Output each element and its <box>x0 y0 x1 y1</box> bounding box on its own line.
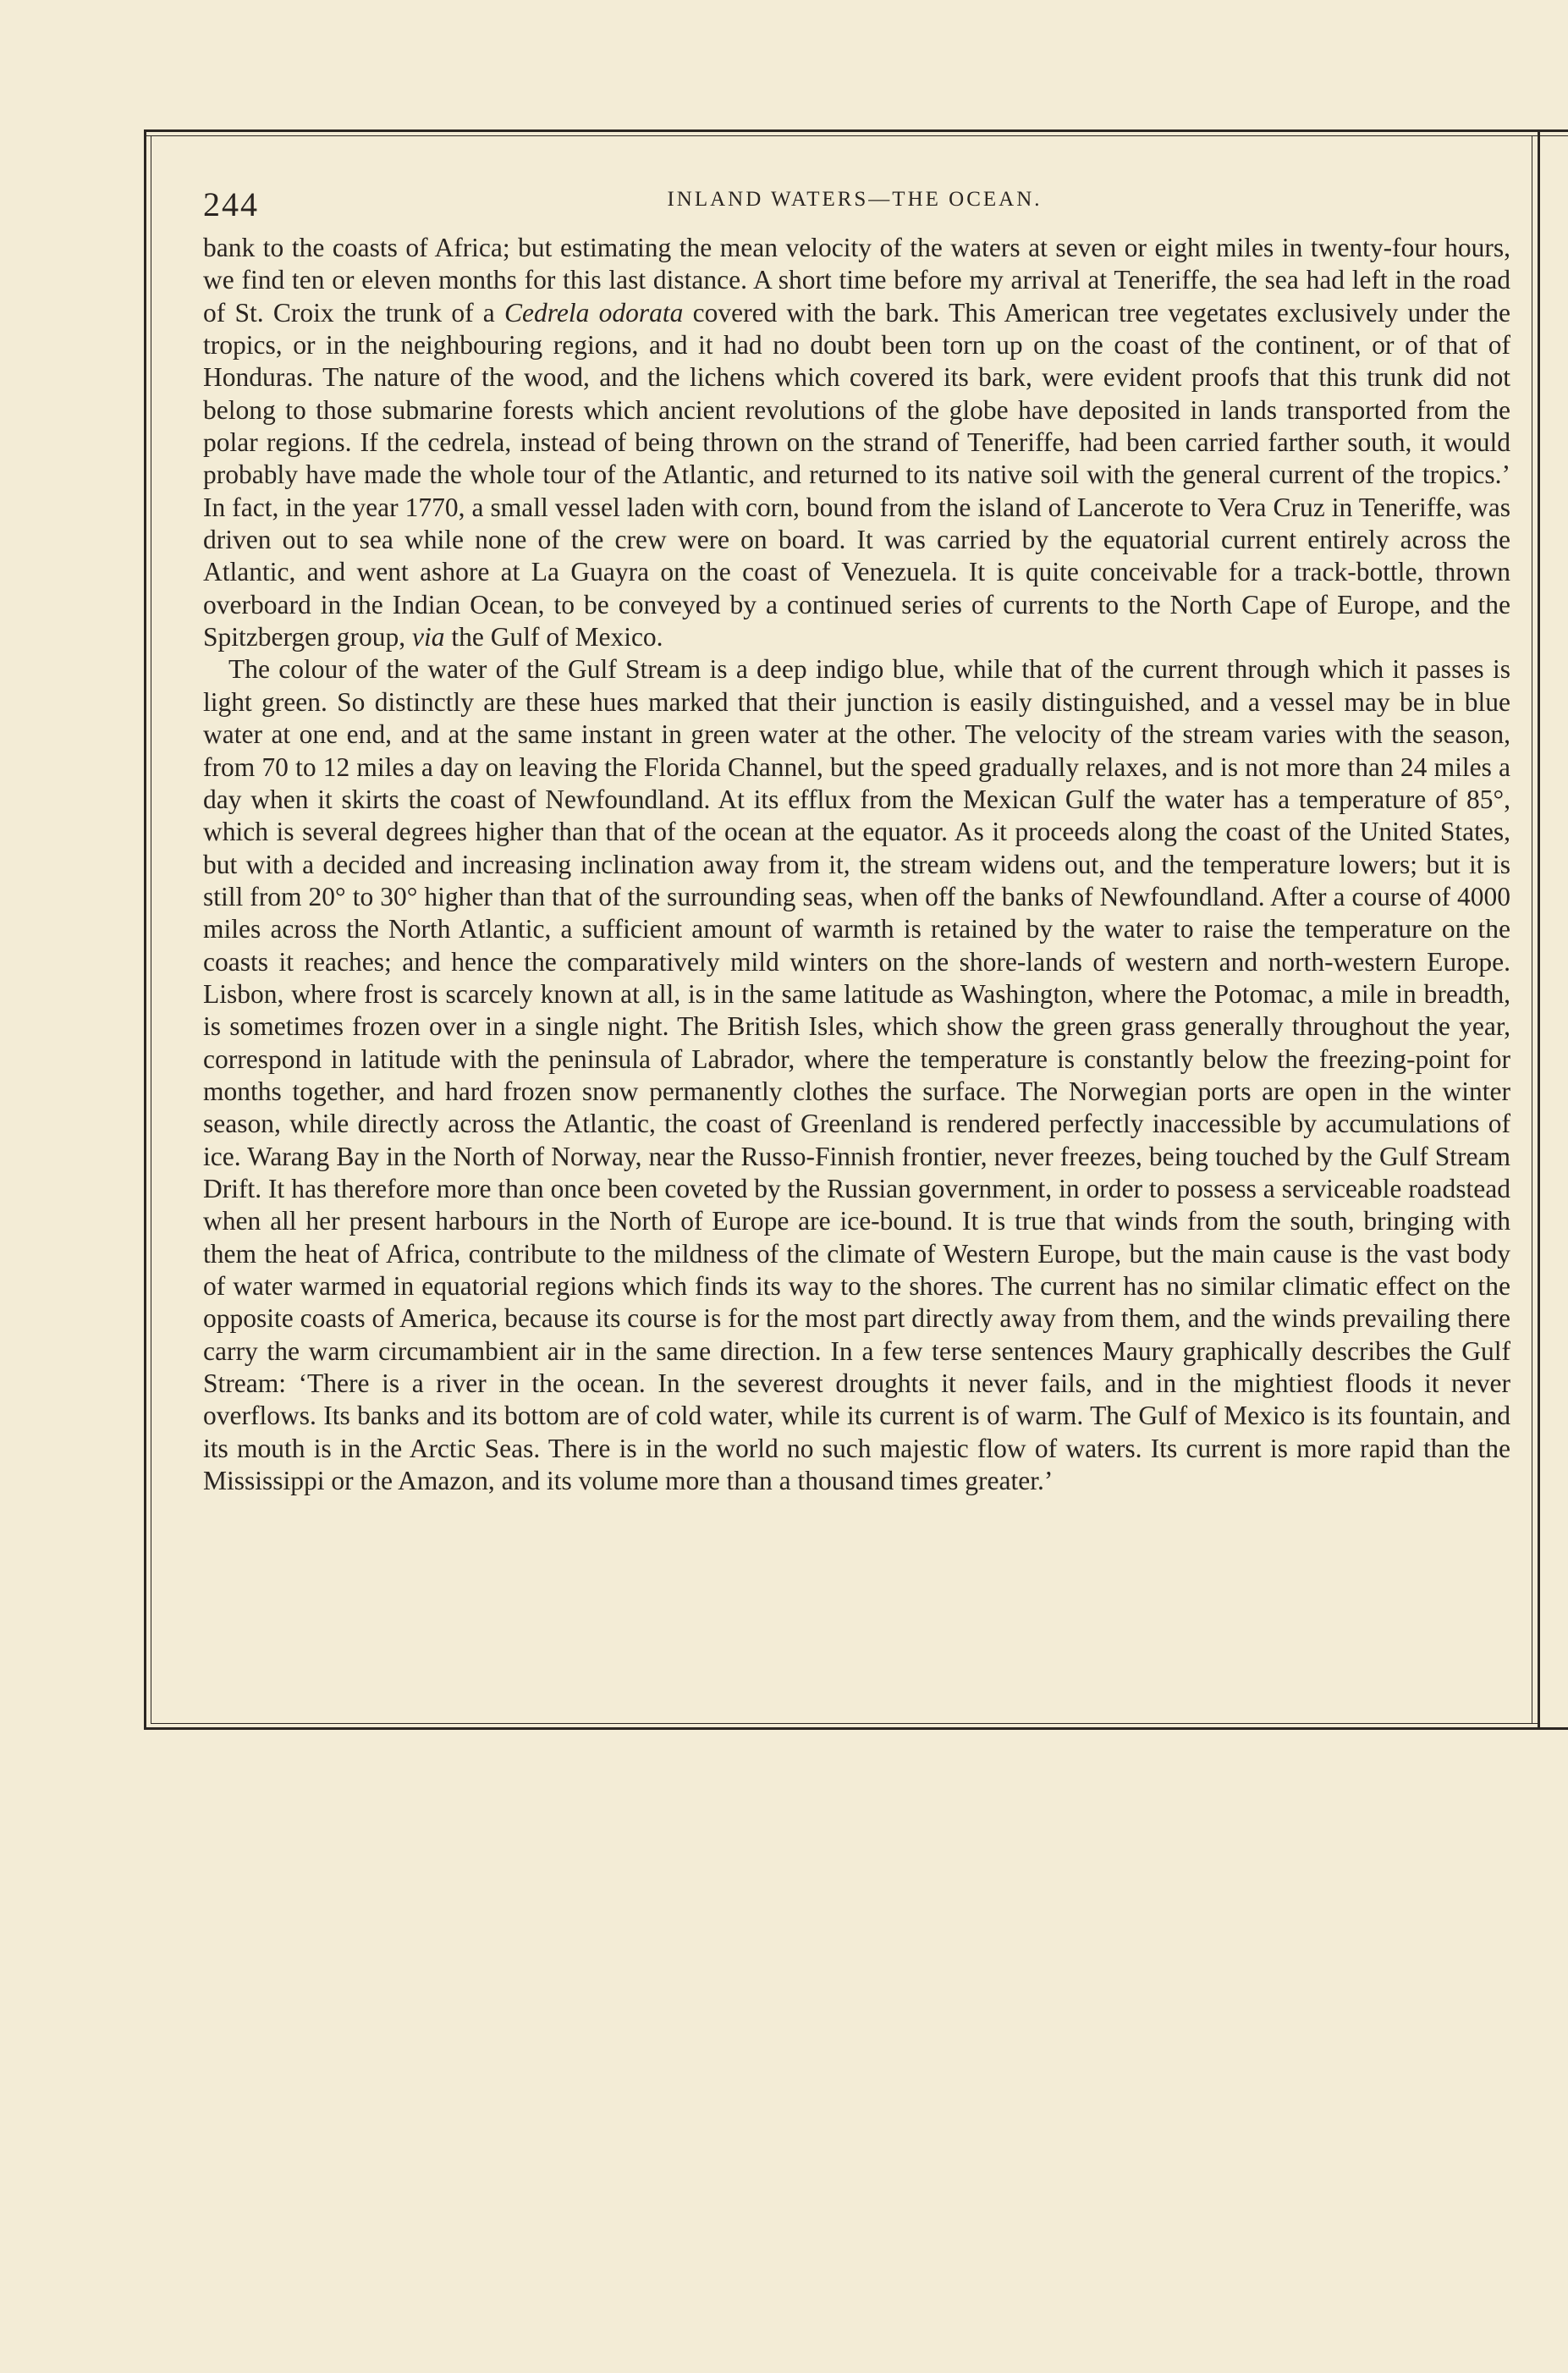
frame-top-inner <box>144 135 1568 136</box>
page-number: 244 <box>203 185 259 223</box>
species-name: Cedrela odorata <box>504 297 684 328</box>
body-text <box>203 232 1510 2195</box>
page-header <box>203 184 1506 227</box>
frame-top-outer <box>144 129 1568 132</box>
latin-term: via <box>412 622 445 652</box>
text-segment: The colour of the water of the Gulf Stream is a deep indigo blue, while that of the current through which it passes is light green. So distinctly are these hues marked that their junction is easily distinguished, and a vessel may be in blue water at one end, and at the same instant in green water at the other. The velocity of the stream varies with the season, from 70 to 12 miles a day on leaving the Florida Channel, but the speed gradually relaxes, and is not more than 24 miles a day when it skirts the coast of Newfoundland. At its efflux from the Mexican Gulf the water has a temperature of 85°, which is several degrees higher than that of the ocean at the equator. As it proceeds along the coast of the United States, but with a decided and increasing inclination away from it, the stream widens out, and the temperature lowers; but it is still from 20° to 30° higher than that of the surrounding seas, when off the banks of Newfoundland. After a course of 4000 miles across the North Atlantic, a sufficient amount of warmth is retained by the water to raise the temperature on the coasts it reaches; and hence the comparatively mild winters on the shore-lands of western and north-western Europe. Lisbon, where frost is scarcely known at all, is in the same latitude as Washington, where the Potomac, a mile in breadth, is sometimes frozen over in a single night. The British Isles, which show the green grass generally throughout the year, correspond in latitude with the peninsula of Labrador, where the temperature is constantly below the freezing-point for months together, and hard frozen snow permanently clothes the surface. The Norwegian ports are open in the winter season, while directly across the Atlantic, the coast of Greenland is rendered perfectly inaccessible by accumulations of ice. Warang Bay in the North of Norway, near the Russo-Finnish frontier, never freezes, being touched by the Gulf Stream Drift. It has therefore more than once been coveted by the Russian government, in order to possess a serviceable roadstead when all her present harbours in the North of Europe are ice-bound. It is true that winds from the south, bringing with them the heat of Africa, contribute to the mildness of the climate of Western Europe, but the main cause is the vast body of water warmed in equatorial regions which finds its way to the shores. The current has no similar climatic effect on the opposite coasts of America, because its course is for the most part directly away from them, and the winds prevailing there carry the warm circumambient air in the same direction. In a few terse sentences Maury graphically describes the Gulf Stream: ‘There is a river in the ocean. In the severest droughts it never fails, and in the mightiest floods it never overflows. Its banks and its bottom are of cold water, while its current is of warm. The Gulf of Mexico is its fountain, and its mouth is in the Arctic Seas. There is in the world no such majestic flow of waters. Its current is more rapid than the Mississippi or the Amazon, and its volume more than a thousand times greater.’ <box>203 654 1510 1496</box>
text-segment: the Gulf of Mexico. <box>444 622 663 652</box>
running-head: INLAND WATERS—THE OCEAN. <box>667 188 1043 211</box>
paragraph-continued <box>203 232 1510 653</box>
frame-left-outer <box>144 129 146 1729</box>
text-segment: covered with the bark. This American tree vegetates exclusively under the tropics, or in the neighbouring regions, and it had no doubt been torn up on the coast of the continent, or of that of Honduras. The nature of the wood, and the lichens which covered its bark, were evident proofs that this trunk did not belong to those submarine forests which ancient revolutions of the globe have deposited in lands transported from the polar regions. If the cedrela, instead of being thrown on the strand of Teneriffe, had been carried farther south, it would probably have made the whole tour of the Atlantic, and returned to its native soil with the general current of the tropics.’ In fact, in the year 1770, a small vessel laden with corn, bound from the island of Lancerote to Vera Cruz in Teneriffe, was driven out to sea while none of the crew were on board. It was carried by the equatorial current entirely across the Atlantic, and went ashore at La Guayra on the coast of Venezuela. It is quite conceivable for a track-bottle, thrown overboard in the Indian Ocean, to be conveyed by a continued series of currents to the North Cape of Europe, and the Spitzbergen group, <box>203 297 1510 652</box>
frame-right-outer <box>1538 129 1540 1729</box>
paragraph-gulf-stream <box>203 653 1510 1497</box>
text-segment: bank to the coasts of Africa; but estimating the mean velocity of the waters at seven or eight miles in twenty-four hours, we find ten or eleven months for this last distance. A short time before my arrival at Teneriffe, the sea had left in the road of St. Croix the trunk of a <box>203 233 1510 328</box>
